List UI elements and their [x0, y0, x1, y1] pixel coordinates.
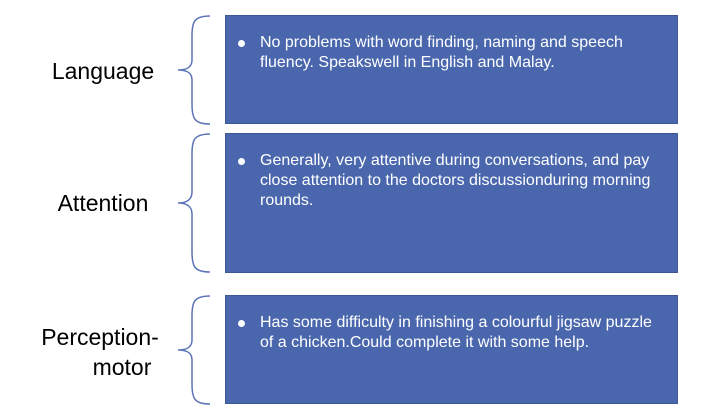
- label-line: Perception-: [41, 324, 159, 350]
- description-text: Has some difficulty in finishing a colourful jigsaw puzzle of a chicken.Could complete it with some help.: [260, 314, 652, 351]
- bullet-icon: [238, 40, 245, 47]
- bullet-icon: [238, 158, 245, 165]
- bullet-item: [238, 33, 667, 73]
- description-text: No problems with word finding, naming and speech fluency. Speakswell in English and Malay.: [260, 34, 623, 71]
- bullet-icon: [238, 320, 245, 327]
- description-box-attention: [225, 133, 678, 273]
- bullet-item: [238, 151, 667, 211]
- row-label-language: [38, 56, 168, 86]
- left-brace-icon: [170, 294, 220, 406]
- label-line: Language: [51, 58, 155, 84]
- left-brace-icon: [170, 132, 220, 274]
- left-brace-icon: [170, 14, 220, 126]
- description-text: Generally, very attentive during conversations, and pay close attention to the doctors discussionduring morning rounds.: [260, 152, 651, 209]
- label-line: motor: [92, 354, 152, 380]
- description-box-perception-motor: [225, 295, 678, 404]
- description-box-language: [225, 15, 678, 124]
- bullet-item: [238, 313, 667, 353]
- row-label-perception-motor: [20, 322, 180, 382]
- label-line: Attention: [57, 190, 149, 216]
- row-label-attention: [38, 188, 168, 218]
